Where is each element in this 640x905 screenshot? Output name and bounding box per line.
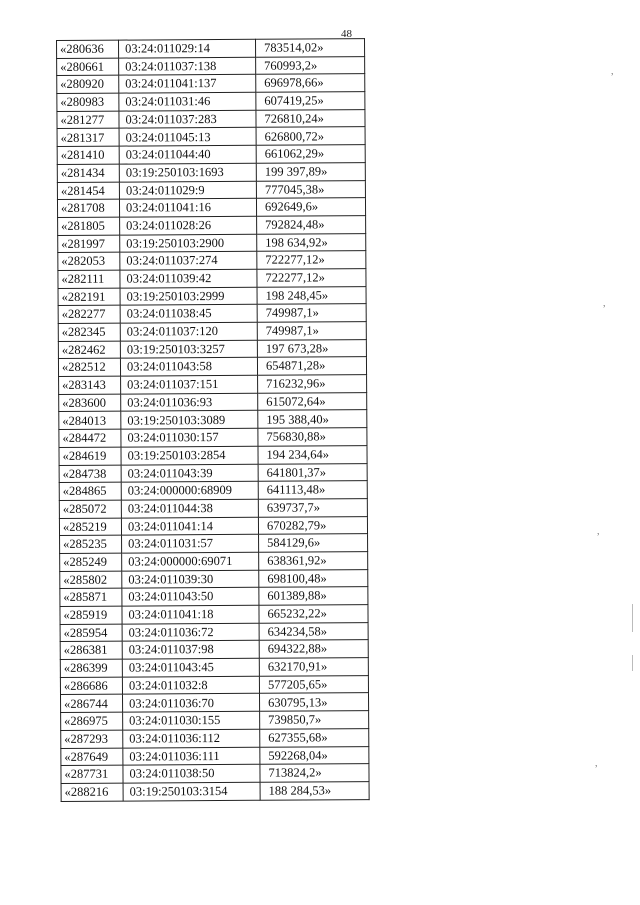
cadastral-number-cell: 03:24:011031:57: [122, 535, 259, 554]
record-id-cell: «287731: [61, 765, 123, 783]
table-row: [59, 481, 367, 501]
amount-cell: 638361,92»: [259, 552, 368, 570]
amount-cell: 698100,48»: [259, 569, 368, 587]
table-row: [60, 605, 368, 625]
table-row: [60, 569, 368, 589]
table-row: [57, 56, 365, 76]
record-id-cell: «281410: [57, 146, 119, 164]
record-id-cell: «281277: [57, 111, 119, 129]
record-id-cell: «281317: [57, 129, 119, 147]
scan-edge-line: [632, 655, 633, 671]
table-row: [60, 622, 368, 642]
cadastral-number-cell: 03:24:000000:69071: [122, 552, 259, 571]
amount-cell: 716232,96»: [258, 375, 367, 393]
cadastral-number-cell: 03:24:011037:98: [122, 641, 259, 660]
amount-cell: 713824,2»: [260, 764, 369, 782]
table-row: [58, 251, 366, 271]
amount-cell: 692649,6»: [256, 198, 365, 216]
amount-cell: 665232,22»: [259, 605, 368, 623]
amount-cell: 198 248,45»: [257, 286, 366, 304]
amount-cell: 584129,6»: [259, 534, 368, 552]
amount-cell: 199 397,89»: [256, 162, 365, 180]
table-row: [60, 675, 368, 695]
record-id-cell: «282111: [58, 270, 120, 288]
table-row: [61, 781, 369, 801]
record-id-cell: «282462: [58, 341, 120, 359]
cadastral-number-cell: 03:24:000000:68909: [121, 481, 258, 500]
cadastral-number-cell: 03:24:011028:26: [120, 216, 257, 235]
cadastral-number-cell: 03:24:011038:50: [123, 764, 260, 783]
scan-artifact-mark: ,: [611, 66, 614, 77]
table-row: [61, 728, 369, 748]
table-row: [61, 711, 369, 731]
amount-cell: 670282,79»: [258, 516, 367, 534]
table-row: [61, 764, 369, 784]
table-row: [57, 39, 365, 59]
cadastral-number-cell: 03:19:250103:3257: [120, 340, 257, 359]
cadastral-number-cell: 03:24:011029:14: [119, 39, 256, 58]
cadastral-number-cell: 03:24:011044:38: [121, 499, 258, 518]
amount-cell: 641113,48»: [258, 481, 367, 499]
cadastral-number-cell: 03:24:011036:111: [123, 747, 260, 766]
cadastral-number-cell: 03:24:011043:39: [121, 464, 258, 483]
record-id-cell: «283143: [59, 376, 121, 394]
cadastral-number-cell: 03:24:011036:93: [121, 393, 258, 412]
record-id-cell: «282345: [58, 323, 120, 341]
cadastral-number-cell: 03:24:011037:120: [120, 322, 257, 341]
cadastral-number-cell: 03:24:011036:72: [122, 623, 259, 642]
amount-cell: 783514,02»: [255, 39, 364, 57]
record-id-cell: «280636: [57, 40, 119, 58]
record-id-cell: «280661: [57, 58, 119, 76]
table-row: [57, 162, 365, 182]
record-id-cell: «281997: [58, 235, 120, 253]
table-row: [61, 693, 369, 713]
table-row: [60, 552, 368, 572]
cadastral-number-cell: 03:24:011039:30: [122, 570, 259, 589]
scan-artifact-mark: ,: [603, 298, 606, 309]
cadastral-number-cell: 03:24:011037:283: [119, 110, 256, 129]
record-id-cell: «281454: [57, 182, 119, 200]
amount-cell: 188 284,53»: [260, 781, 369, 799]
amount-cell: 722277,12»: [257, 269, 366, 287]
scan-edge-line: [632, 604, 633, 632]
record-id-cell: «285802: [60, 571, 122, 589]
cadastral-number-cell: 03:24:011041:18: [122, 605, 259, 624]
table-row: [60, 640, 368, 660]
table-row: [57, 198, 365, 218]
amount-cell: 694322,88»: [259, 640, 368, 658]
table-row: [59, 463, 367, 483]
amount-cell: 777045,38»: [256, 180, 365, 198]
table-row: [58, 339, 366, 359]
table-row: [57, 127, 365, 147]
amount-cell: 630795,13»: [259, 693, 368, 711]
scan-artifact-mark: ,: [595, 758, 598, 769]
amount-cell: 639737,7»: [258, 498, 367, 516]
cadastral-number-cell: 03:24:011041:16: [119, 198, 256, 217]
cadastral-number-cell: 03:24:011030:155: [123, 711, 260, 730]
cadastral-number-cell: 03:24:011038:45: [120, 305, 257, 324]
record-id-cell: «282512: [58, 358, 120, 376]
record-id-cell: «286744: [61, 695, 123, 713]
amount-cell: 197 673,28»: [257, 339, 366, 357]
table-row: [60, 658, 368, 678]
record-id-cell: «282053: [58, 252, 120, 270]
table-row: [57, 145, 365, 165]
record-id-cell: «284472: [59, 429, 121, 447]
table-row: [59, 445, 367, 465]
cadastral-number-cell: 03:24:011044:40: [119, 145, 256, 164]
table-row: [59, 410, 367, 430]
table-row: [57, 92, 365, 112]
table-row: [60, 534, 368, 554]
amount-cell: 194 234,64»: [258, 445, 367, 463]
record-id-cell: «285919: [60, 606, 122, 624]
record-id-cell: «285871: [60, 588, 122, 606]
record-id-cell: «285072: [59, 500, 121, 518]
record-id-cell: «280983: [57, 93, 119, 111]
cadastral-number-cell: 03:24:011036:112: [123, 729, 260, 748]
record-id-cell: «281708: [57, 199, 119, 217]
cadastral-number-cell: 03:24:011032:8: [122, 676, 259, 695]
cadastral-number-cell: 03:19:250103:2999: [120, 287, 257, 306]
record-id-cell: «286399: [60, 659, 122, 677]
amount-cell: 654871,28»: [257, 357, 366, 375]
amount-cell: 792824,48»: [257, 215, 366, 233]
amount-cell: 739850,7»: [260, 711, 369, 729]
amount-cell: 615072,64»: [258, 392, 367, 410]
record-id-cell: «284619: [59, 447, 121, 465]
amount-cell: 749987,1»: [257, 322, 366, 340]
cadastral-number-cell: 03:24:011036:70: [122, 694, 259, 713]
cadastral-number-cell: 03:19:250103:2854: [121, 446, 258, 465]
table-row: [60, 587, 368, 607]
table-row: [58, 233, 366, 253]
record-id-cell: «285219: [59, 518, 121, 536]
table-row: [59, 516, 367, 536]
record-id-cell: «287293: [61, 730, 123, 748]
cadastral-number-cell: 03:24:011043:58: [120, 358, 257, 377]
cadastral-number-cell: 03:24:011043:50: [122, 588, 259, 607]
table-row: [57, 74, 365, 94]
record-id-cell: «288216: [61, 783, 123, 801]
cadastral-number-cell: 03:24:011029:9: [119, 181, 256, 200]
record-id-cell: «282277: [58, 305, 120, 323]
table-row: [58, 286, 366, 306]
record-id-cell: «286975: [61, 712, 123, 730]
record-id-cell: «281434: [57, 164, 119, 182]
amount-cell: 661062,29»: [256, 145, 365, 163]
amount-cell: 641801,37»: [258, 463, 367, 481]
table-row: [59, 375, 367, 395]
amount-cell: 607419,25»: [256, 92, 365, 110]
amount-cell: 601389,88»: [259, 587, 368, 605]
table-row: [57, 109, 365, 129]
record-id-cell: «284738: [59, 465, 121, 483]
amount-cell: 627355,68»: [260, 728, 369, 746]
cadastral-number-cell: 03:19:250103:3089: [121, 411, 258, 430]
table-row: [58, 269, 366, 289]
amount-cell: 634234,58»: [259, 622, 368, 640]
record-id-cell: «280920: [57, 75, 119, 93]
record-id-cell: «285954: [60, 624, 122, 642]
record-id-cell: «281805: [58, 217, 120, 235]
cadastral-number-cell: 03:24:011037:151: [121, 375, 258, 394]
amount-cell: 195 388,40»: [258, 410, 367, 428]
cadastral-number-cell: 03:24:011037:138: [119, 57, 256, 76]
table-row: [59, 498, 367, 518]
record-id-cell: «285235: [60, 535, 122, 553]
cadastral-number-cell: 03:24:011043:45: [122, 658, 259, 677]
table-row: [58, 215, 366, 235]
table-row: [58, 304, 366, 324]
table-row: [57, 180, 365, 200]
amount-cell: 726810,24»: [256, 109, 365, 127]
record-id-cell: «287649: [61, 748, 123, 766]
record-id-cell: «282191: [58, 288, 120, 306]
cadastral-number-cell: 03:24:011031:46: [119, 92, 256, 111]
amount-cell: 760993,2»: [256, 56, 365, 74]
record-id-cell: «284865: [59, 482, 121, 500]
table-row: [58, 357, 366, 377]
record-id-cell: «286686: [60, 677, 122, 695]
amount-cell: 577205,65»: [259, 675, 368, 693]
cadastral-number-cell: 03:19:250103:3154: [123, 782, 260, 801]
table-row: [61, 746, 369, 766]
amount-cell: 626800,72»: [256, 127, 365, 145]
table-row: [59, 392, 367, 412]
cadastral-number-cell: 03:19:250103:1693: [119, 163, 256, 182]
table-row: [59, 428, 367, 448]
amount-cell: 198 634,92»: [257, 233, 366, 251]
cadastral-number-cell: 03:24:011041:137: [119, 75, 256, 94]
amount-cell: 632170,91»: [259, 658, 368, 676]
table-row: [58, 322, 366, 342]
amount-cell: 756830,88»: [258, 428, 367, 446]
record-id-cell: «283600: [59, 394, 121, 412]
page-number: 48: [341, 28, 352, 40]
cadastral-number-cell: 03:24:011030:157: [121, 428, 258, 447]
amount-cell: 696978,66»: [256, 74, 365, 92]
cadastral-number-cell: 03:19:250103:2900: [120, 234, 257, 253]
cadastral-number-cell: 03:24:011039:42: [120, 269, 257, 288]
cadastral-number-cell: 03:24:011041:14: [121, 517, 258, 536]
records-table: [56, 38, 370, 801]
document-sheet: [56, 38, 370, 801]
amount-cell: 749987,1»: [257, 304, 366, 322]
cadastral-number-cell: 03:24:011037:274: [120, 252, 257, 271]
record-id-cell: «284013: [59, 412, 121, 430]
records-table-body: [57, 39, 370, 801]
amount-cell: 592268,04»: [260, 746, 369, 764]
record-id-cell: «285249: [60, 553, 122, 571]
amount-cell: 722277,12»: [257, 251, 366, 269]
record-id-cell: «286381: [60, 641, 122, 659]
cadastral-number-cell: 03:24:011045:13: [119, 128, 256, 147]
scan-artifact-mark: ,: [597, 526, 600, 537]
